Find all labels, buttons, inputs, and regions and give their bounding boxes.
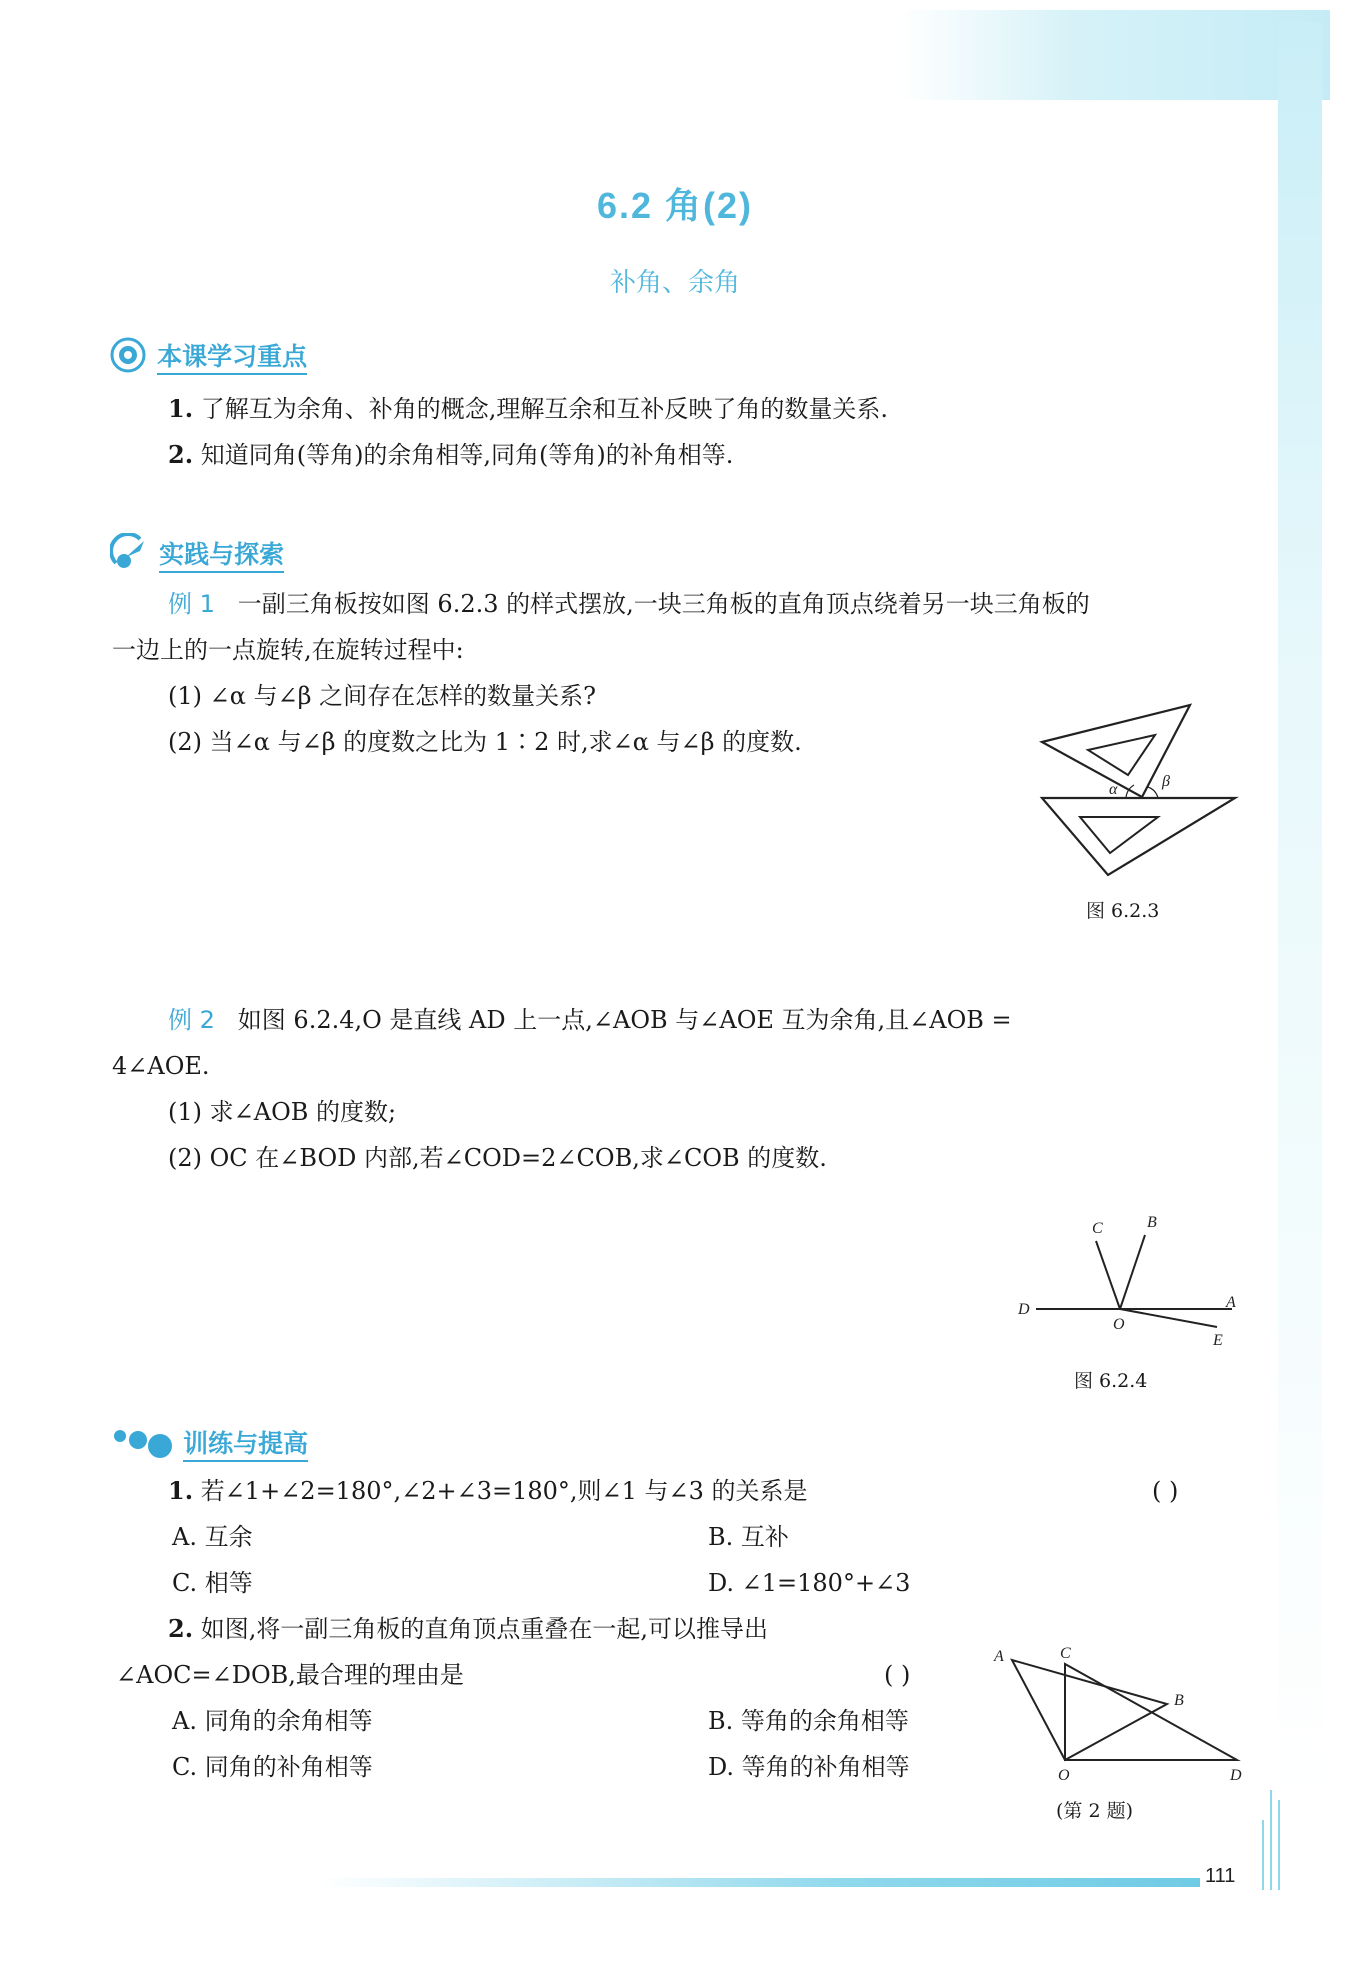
example2-line2: 4∠AOE. bbox=[112, 1052, 210, 1080]
question-2-stem-line1: 2. 如图,将一副三角板的直角顶点重叠在一起,可以推导出 bbox=[168, 1614, 768, 1643]
practice-section-header bbox=[110, 533, 284, 573]
footer-rule bbox=[1262, 1820, 1264, 1890]
example2-question1: (1) 求∠AOB 的度数; bbox=[168, 1098, 397, 1126]
question-2-stem-line2: ∠AOC=∠DOB,最合理的理由是 bbox=[116, 1661, 464, 1689]
focus-section-header bbox=[110, 337, 307, 373]
option-a: A. 同角的余角相等 bbox=[172, 1707, 373, 1735]
figure-6-2-4 bbox=[1010, 1205, 1250, 1355]
alpha-label: α bbox=[1109, 781, 1118, 798]
figure-caption: 图 6.2.4 bbox=[1074, 1370, 1148, 1392]
page-subtitle: 补角、余角 bbox=[609, 268, 740, 298]
focus-item: 2. 知道同角(等角)的余角相等,同角(等角)的补角相等. bbox=[168, 440, 734, 469]
point-o-label: O bbox=[1058, 1767, 1070, 1784]
page-title: 6.2 角(2) bbox=[596, 185, 754, 226]
figure-caption: 图 6.2.3 bbox=[1086, 900, 1160, 922]
option-c: C. 相等 bbox=[172, 1569, 253, 1597]
example1-question1: (1) ∠α 与∠β 之间存在怎样的数量关系? bbox=[168, 682, 597, 710]
point-o-label: O bbox=[1113, 1316, 1125, 1333]
point-b-label: B bbox=[1147, 1214, 1157, 1231]
figure-6-2-3 bbox=[1030, 695, 1240, 885]
example1-line1: 例 1 一副三角板按如图 6.2.3 的样式摆放,一块三角板的直角顶点绕着另一块三角板的 bbox=[168, 590, 1090, 618]
point-e-label: E bbox=[1213, 1332, 1223, 1349]
example1-line2: 一边上的一点旋转,在旋转过程中: bbox=[112, 636, 464, 664]
option-d: D. ∠1=180°+∠3 bbox=[708, 1569, 911, 1597]
section-heading: 本课学习重点 bbox=[157, 342, 307, 375]
option-a: A. 互余 bbox=[172, 1523, 253, 1551]
target-icon bbox=[110, 337, 146, 373]
beta-label: β bbox=[1162, 773, 1170, 790]
example2-question2: (2) OC 在∠BOD 内部,若∠COD=2∠COB,求∠COB 的度数. bbox=[168, 1144, 827, 1172]
footer-rule bbox=[1270, 1790, 1272, 1890]
question-1-stem: 1. 若∠1+∠2=180°,∠2+∠3=180°,则∠1 与∠3 的关系是 bbox=[168, 1476, 808, 1505]
example1-question2: (2) 当∠α 与∠β 的度数之比为 1∶2 时,求∠α 与∠β 的度数. bbox=[168, 728, 802, 756]
explore-icon bbox=[110, 533, 150, 573]
section-heading: 实践与探索 bbox=[159, 540, 284, 573]
footer-rule bbox=[1278, 1800, 1280, 1890]
point-c-label: C bbox=[1092, 1220, 1103, 1237]
option-b: B. 等角的余角相等 bbox=[708, 1707, 909, 1735]
figure-caption: (第 2 题) bbox=[1056, 1800, 1133, 1822]
option-b: B. 互补 bbox=[708, 1523, 789, 1551]
dots-icon bbox=[110, 1424, 176, 1460]
example2-line1: 例 2 如图 6.2.4,O 是直线 AD 上一点,∠AOB 与∠AOE 互为余角,且∠AOB = bbox=[168, 1006, 1012, 1034]
training-section-header bbox=[110, 1424, 308, 1460]
point-a-label: A bbox=[1226, 1294, 1236, 1311]
point-b-label: B bbox=[1174, 1692, 1184, 1709]
focus-item: 1. 了解互为余角、补角的概念,理解互余和互补反映了角的数量关系. bbox=[168, 394, 888, 423]
point-a-label: A bbox=[994, 1648, 1004, 1665]
point-d-label: D bbox=[1230, 1767, 1242, 1784]
option-c: C. 同角的补角相等 bbox=[172, 1753, 373, 1781]
point-c-label: C bbox=[1060, 1645, 1071, 1662]
page-number: 111 bbox=[1205, 1865, 1236, 1887]
answer-bracket: ( ) bbox=[1152, 1477, 1179, 1505]
point-d-label: D bbox=[1018, 1301, 1030, 1318]
footer-bar bbox=[320, 1878, 1200, 1887]
page-corner-decoration bbox=[900, 10, 1330, 100]
question-2-figure bbox=[990, 1628, 1250, 1798]
section-heading: 训练与提高 bbox=[183, 1429, 308, 1462]
answer-bracket: ( ) bbox=[884, 1661, 911, 1689]
option-d: D. 等角的补角相等 bbox=[708, 1753, 910, 1781]
